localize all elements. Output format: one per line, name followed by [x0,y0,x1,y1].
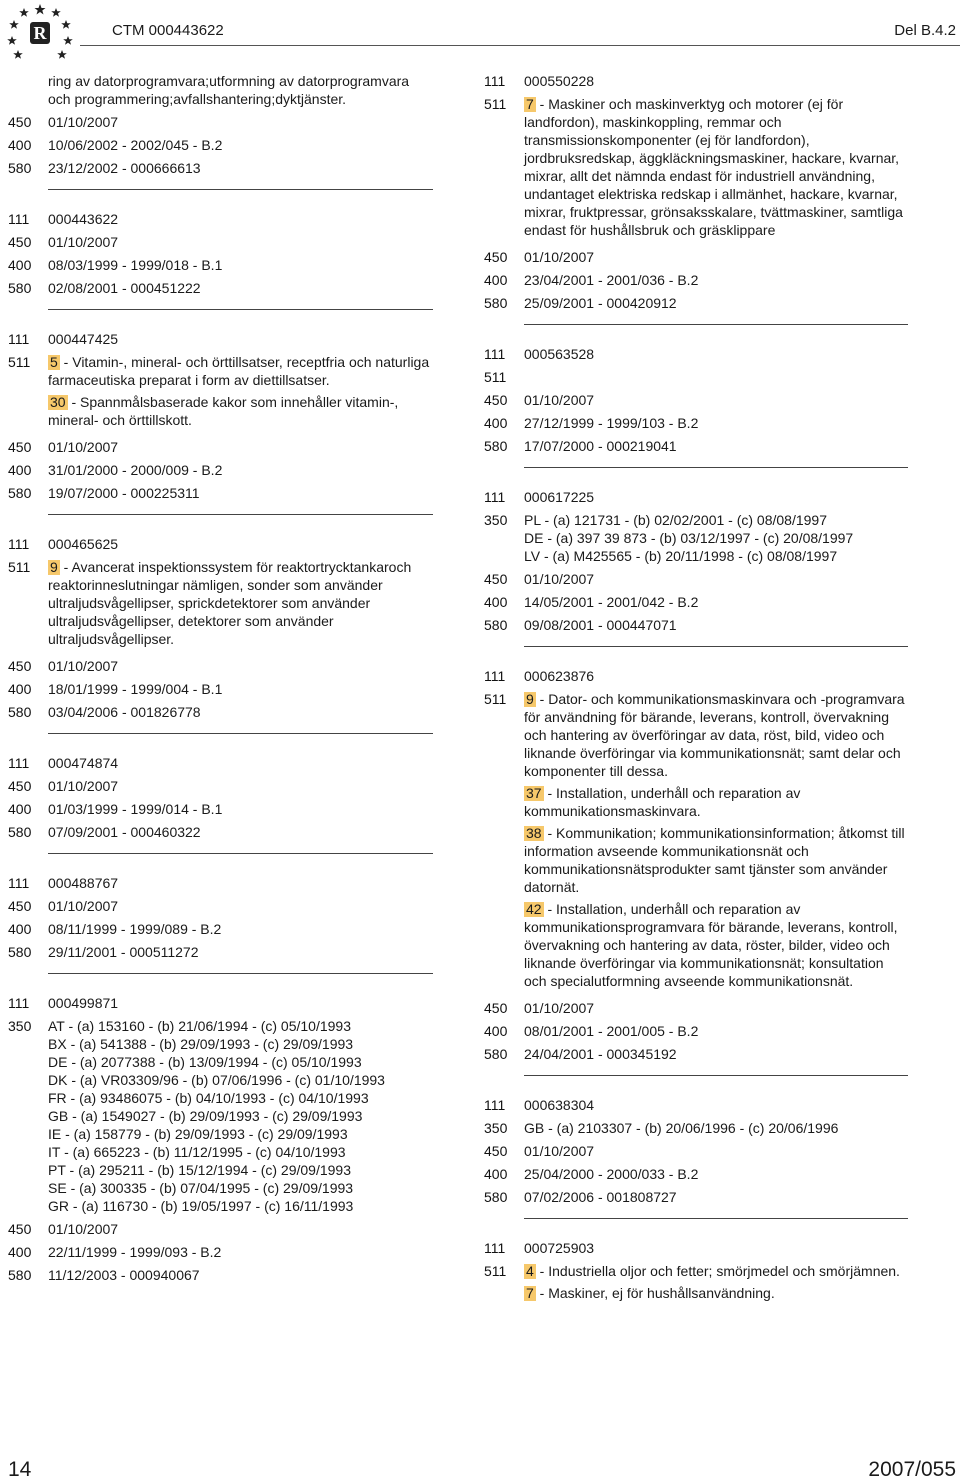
field-value: 000443622 [48,211,119,227]
field-value: 01/10/2007 [48,234,119,250]
field-row-111 [8,535,433,553]
field-value: 01/03/1999 - 1999/014 - B.1 [48,801,223,817]
inid-code: 450 [8,898,32,914]
field-row-111 [484,488,908,506]
priority-line: PT - (a) 295211 - (b) 15/12/1994 - (c) 29/09/1993 [48,1162,351,1178]
nice-class-badge: 9 [526,691,534,707]
field-row-580 [8,703,433,721]
field-row-111 [8,994,433,1012]
field-row-450 [8,897,433,915]
inid-code: 511 [8,354,31,370]
field-value [48,1017,433,1215]
field-value: 18/01/1999 - 1999/004 - B.1 [48,681,223,697]
field-row-450 [484,248,908,266]
entry-divider [48,514,433,515]
trademark-entry [8,210,433,297]
field-value [524,1262,908,1306]
trademark-entry [484,345,908,455]
inid-code: 511 [484,1263,507,1279]
goods-entry [48,558,433,648]
field-row-350 [484,1119,908,1137]
field-value: 23/04/2001 - 2001/036 - B.2 [524,272,699,288]
inid-code: 450 [8,439,32,455]
nice-class-badge: 5 [50,354,58,370]
entry-divider [524,467,908,468]
field-row-111 [8,754,433,772]
priority-line: GB - (a) 1549027 - (b) 29/09/1993 - (c) 29/09/1993 [48,1108,363,1124]
field-row-400 [8,136,433,154]
field-value: 08/11/1999 - 1999/089 - B.2 [48,921,222,937]
nice-class-badge: 30 [50,394,66,410]
field-row-511 [484,1262,908,1306]
goods-description: - Installation, underhåll och reparation av kommunikationsmaskinvara. [524,785,801,819]
inid-code: 450 [8,778,32,794]
field-value: 01/10/2007 [48,898,119,914]
field-value: 000563528 [524,346,595,362]
inid-code: 450 [484,1000,508,1016]
field-row-400 [8,256,433,274]
field-value: 01/10/2007 [524,1143,595,1159]
inid-code: 400 [8,462,32,478]
inid-code: 450 [8,114,32,130]
goods-description: - Dator- och kommunikationsmaskinvara och -programvara för användning för bärande, leverans, kontroll, övervakning och hantering av överföringar av data, röst, bild, video och liknande överföringar via kommunikationsnät; samt delar och komponenter till dessa. [524,691,905,779]
field-value: GB - (a) 2103307 - (b) 20/06/1996 - (c) 20/06/1996 [524,1120,839,1136]
inid-code: 111 [484,73,506,89]
inid-code: 400 [8,1244,32,1260]
field-row-450 [8,438,433,456]
field-row-511 [8,558,433,652]
right-column [484,72,908,1311]
priority-line: PL - (a) 121731 - (b) 02/02/2001 - (c) 08/08/1997 [524,512,827,528]
field-row-580 [484,1045,908,1063]
field-row-400 [8,920,433,938]
inid-code: 580 [8,280,32,296]
goods-entry [524,784,908,820]
field-row-580 [8,279,433,297]
inid-code: 450 [484,571,508,587]
inid-code: 400 [484,594,508,610]
inid-code: 450 [8,1221,32,1237]
field-row-450 [8,233,433,251]
field-value: 01/10/2007 [48,439,119,455]
field-value: 19/07/2000 - 000225311 [48,485,200,501]
field-value: 17/07/2000 - 000219041 [524,438,677,454]
field-row-511 [484,690,908,994]
document-reference: CTM 000443622 [112,22,224,39]
nice-class-badge: 37 [526,785,542,801]
inid-code: 580 [8,485,32,501]
field-row-580 [484,437,908,455]
field-row-450 [8,113,433,131]
inid-code: 450 [8,658,32,674]
inid-code: 400 [8,257,32,273]
trademark-entry [8,874,433,961]
inid-code: 400 [484,1023,508,1039]
entry-divider [48,189,433,190]
goods-entry [524,1262,908,1280]
field-value: 01/10/2007 [48,114,119,130]
nice-class-badge: 7 [526,1285,534,1301]
field-value: 23/12/2002 - 000666613 [48,160,201,176]
inid-code: 511 [484,369,507,385]
field-value: 000623876 [524,668,595,684]
field-value: 29/11/2001 - 000511272 [48,944,199,960]
field-row-450 [484,391,908,409]
field-value: 000550228 [524,73,595,89]
trademark-entry [8,994,433,1284]
ohim-logo [4,2,76,66]
field-row-111 [484,1239,908,1257]
nice-class-badge: 42 [526,901,542,917]
entry-divider [48,973,433,974]
field-row-400 [8,800,433,818]
trademark-entry [8,535,433,721]
goods-description: - Maskiner och maskinverktyg och motorer (ej för landfordon), maskinkoppling, remmar och transmissionskomponenter (ej för landfordon), jordbruksredskap, äggkläckningsmaskiner, hackare, kvarnar, mixrar, allt det nämnda endast för industriell användning, undantaget elektriska redskap i allmänhet, hackare, kvarnar, mixrar, fruktpressar, grönsaksskalare, tvättmaskiner, samtliga endast för hushållsbruk och gräsklippare [524,96,903,238]
field-value: 24/04/2001 - 000345192 [524,1046,677,1062]
goods-description: - Industriella oljor och fetter; smörjmedel och smörjämnen. [535,1263,900,1279]
trademark-entry [484,667,908,1063]
field-row-111 [8,330,433,348]
inid-code: 511 [8,559,31,575]
field-row-350 [8,1017,433,1215]
inid-code: 450 [484,392,508,408]
trademark-entry [484,1239,908,1306]
field-value: 25/09/2001 - 000420912 [524,295,677,311]
field-value: 01/10/2007 [524,249,595,265]
field-value: 03/04/2006 - 001826778 [48,704,201,720]
priority-line: IT - (a) 665223 - (b) 11/12/1995 - (c) 04/10/1993 [48,1144,346,1160]
field-row-400 [8,461,433,479]
entry-divider [524,1075,908,1076]
goods-description: - Spannmålsbaserade kakor som innehåller vitamin-, mineral- och örttillskott. [48,394,399,428]
field-row-580 [8,484,433,502]
nice-class-badge: 38 [526,825,542,841]
inid-code: 580 [8,160,32,176]
field-value: 000447425 [48,331,119,347]
inid-code: 580 [8,944,32,960]
priority-line: DK - (a) VR03309/96 - (b) 07/06/1996 - (c) 01/10/1993 [48,1072,385,1088]
nice-class-badge: 9 [50,559,58,575]
field-row-450 [484,570,908,588]
field-value [48,558,433,652]
inid-code: 111 [8,875,30,891]
field-row-350 [484,511,908,565]
field-row-111 [8,874,433,892]
field-value: 01/10/2007 [48,1221,119,1237]
inid-code: 111 [8,331,30,347]
field-row-400 [484,1022,908,1040]
header-divider [80,45,960,46]
field-value: 08/01/2001 - 2001/005 - B.2 [524,1023,699,1039]
entry-divider [524,1218,908,1219]
goods-description: - Kommunikation; kommunikationsinformation; åtkomst till information avseende kommunikationsnät och kommunikationsnätsprodukter samt tjänster som använder datornät. [524,825,905,895]
field-value [524,368,908,386]
field-row-400 [484,593,908,611]
field-value [48,353,433,433]
trademark-entry [8,330,433,502]
inid-code: 350 [484,1120,508,1136]
goods-description: - Avancerat inspektionssystem för reaktortrycktankaroch reaktorinneslutningar nämligen, sonder som använder ultraljudsvågellipser, sprickdetektorer som använder ultraljudsvågellipser, detektorer som använder ultraljudsvågellipser. [48,559,412,647]
field-value [524,511,908,565]
field-value: 02/08/2001 - 000451222 [48,280,201,296]
nice-class-badge: 4 [526,1263,534,1279]
field-row-580 [8,159,433,177]
inid-code: 111 [8,995,30,1011]
goods-entry [524,95,908,239]
inid-code: 580 [484,1046,508,1062]
inid-code: 350 [484,512,508,528]
field-row-511 [8,353,433,433]
field-row-580 [8,943,433,961]
field-value [524,95,908,243]
entry-divider [524,646,908,647]
field-value: 08/03/1999 - 1999/018 - B.1 [48,257,223,273]
field-value: 01/10/2007 [524,392,595,408]
inid-code: 580 [484,1189,508,1205]
field-row-400 [8,680,433,698]
field-row-400 [8,1243,433,1261]
inid-code: 400 [8,801,32,817]
goods-entry [48,353,433,389]
field-value: 000474874 [48,755,119,771]
goods-description: - Vitamin-, mineral- och örttillsatser, receptfria och naturliga farmaceutiska preparat i form av diettillsatser. [48,354,430,388]
trademark-entry-continued [8,113,433,177]
inid-code: 400 [8,681,32,697]
inid-code: 580 [484,438,508,454]
field-row-111 [484,667,908,685]
field-value: 10/06/2002 - 2002/045 - B.2 [48,137,223,153]
inid-code: 400 [484,415,508,431]
goods-entry [524,690,908,780]
trademark-entry [8,754,433,841]
priority-line: LV - (a) M425565 - (b) 20/11/1998 - (c) 08/08/1997 [524,548,838,564]
goods-description: - Maskiner, ej för hushållsanvändning. [535,1285,775,1301]
inid-code: 111 [8,211,30,227]
goods-description: - Installation, underhåll och reparation av kommunikationsprogramvara för bärande, leverans, kontroll, övervakning och hantering av data, röster, bilder, video och liknande överföringar via kommunikationsnät; konsultation och specialutformning avseende kommunikationsnät. [524,901,898,989]
field-value: 25/04/2000 - 2000/033 - B.2 [524,1166,699,1182]
priority-line: SE - (a) 300335 - (b) 07/04/1995 - (c) 29/09/1993 [48,1180,354,1196]
left-column [8,72,433,1289]
field-value: 07/02/2006 - 001808727 [524,1189,677,1205]
inid-code: 450 [8,234,32,250]
field-row-580 [484,1188,908,1206]
field-row-580 [8,823,433,841]
field-value: 000725903 [524,1240,595,1256]
priority-line: IE - (a) 158779 - (b) 29/09/1993 - (c) 29/09/1993 [48,1126,348,1142]
trademark-entry [484,72,908,312]
field-row-400 [484,414,908,432]
field-value: 000488767 [48,875,119,891]
svg-text:R: R [33,23,47,43]
field-row-511 [484,368,908,386]
inid-code: 111 [484,1240,506,1256]
field-row-580 [484,616,908,634]
priority-line: BX - (a) 541388 - (b) 29/09/1993 - (c) 29/09/1993 [48,1036,354,1052]
field-row-450 [8,1220,433,1238]
priority-line: DE - (a) 2077388 - (b) 13/09/1994 - (c) 05/10/1993 [48,1054,362,1070]
inid-code: 111 [484,489,506,505]
field-value: 07/09/2001 - 000460322 [48,824,201,840]
field-value: 01/10/2007 [48,658,119,674]
field-value: 000465625 [48,536,119,552]
field-row-400 [484,271,908,289]
inid-code: 111 [484,1097,506,1113]
entry-divider [48,309,433,310]
inid-code: 580 [8,824,32,840]
field-value: 27/12/1999 - 1999/103 - B.2 [524,415,699,431]
inid-code: 580 [484,617,508,633]
inid-code: 111 [484,346,506,362]
field-value [524,690,908,994]
goods-entry [524,1284,908,1302]
inid-code: 400 [484,1166,508,1182]
inid-code: 580 [484,295,508,311]
priority-line: GR - (a) 116730 - (b) 19/05/1997 - (c) 16/11/1993 [48,1198,354,1214]
section-reference: Del B.4.2 [894,22,956,39]
field-row-580 [8,1266,433,1284]
inid-code: 580 [8,704,32,720]
field-row-450 [484,999,908,1017]
bulletin-issue: 2007/055 [868,1458,956,1481]
field-value: 14/05/2001 - 2001/042 - B.2 [524,594,699,610]
goods-entry [524,900,908,990]
field-row-400 [484,1165,908,1183]
inid-code: 111 [8,536,30,552]
field-value: 000638304 [524,1097,595,1113]
field-value: 22/11/1999 - 1999/093 - B.2 [48,1244,222,1260]
inid-code: 511 [484,96,507,112]
inid-code: 400 [8,921,32,937]
inid-code: 400 [8,137,32,153]
trademark-entry [484,488,908,634]
priority-line: AT - (a) 153160 - (b) 21/06/1994 - (c) 05/10/1993 [48,1018,351,1034]
inid-code: 450 [484,249,508,265]
inid-code: 450 [484,1143,508,1159]
field-value: 11/12/2003 - 000940067 [48,1267,200,1283]
priority-line: FR - (a) 93486075 - (b) 04/10/1993 - (c) 04/10/1993 [48,1090,369,1106]
field-value: 31/01/2000 - 2000/009 - B.2 [48,462,223,478]
inid-code: 111 [8,755,30,771]
field-value: 01/10/2007 [524,571,595,587]
field-row-450 [8,657,433,675]
inid-code: 580 [8,1267,32,1283]
priority-line: DE - (a) 397 39 873 - (b) 03/12/1997 - (c) 20/08/1997 [524,530,854,546]
field-value: 01/10/2007 [48,778,119,794]
entry-divider [48,853,433,854]
field-row-580 [484,294,908,312]
page-number: 14 [8,1458,32,1481]
inid-code: 350 [8,1018,32,1034]
goods-entry [48,393,433,429]
field-row-450 [8,777,433,795]
field-row-111 [8,210,433,228]
field-row-111 [484,345,908,363]
field-value: 01/10/2007 [524,1000,595,1016]
trademark-entry [484,1096,908,1206]
field-row-511 [484,95,908,243]
field-value: 09/08/2001 - 000447071 [524,617,677,633]
nice-class-badge: 7 [526,96,534,112]
field-value: 000499871 [48,995,119,1011]
continued-goods-text: ring av datorprogramvara;utformning av datorprogramvara och programmering;avfallshantering;dyktjänster. [48,73,410,107]
goods-entry [524,824,908,896]
inid-code: 511 [484,691,507,707]
field-row-111 [484,1096,908,1114]
field-row-450 [484,1142,908,1160]
inid-code: 400 [484,272,508,288]
entry-divider [48,733,433,734]
field-value: 000617225 [524,489,595,505]
entry-divider [524,324,908,325]
inid-code: 111 [484,668,506,684]
field-row-111 [484,72,908,90]
